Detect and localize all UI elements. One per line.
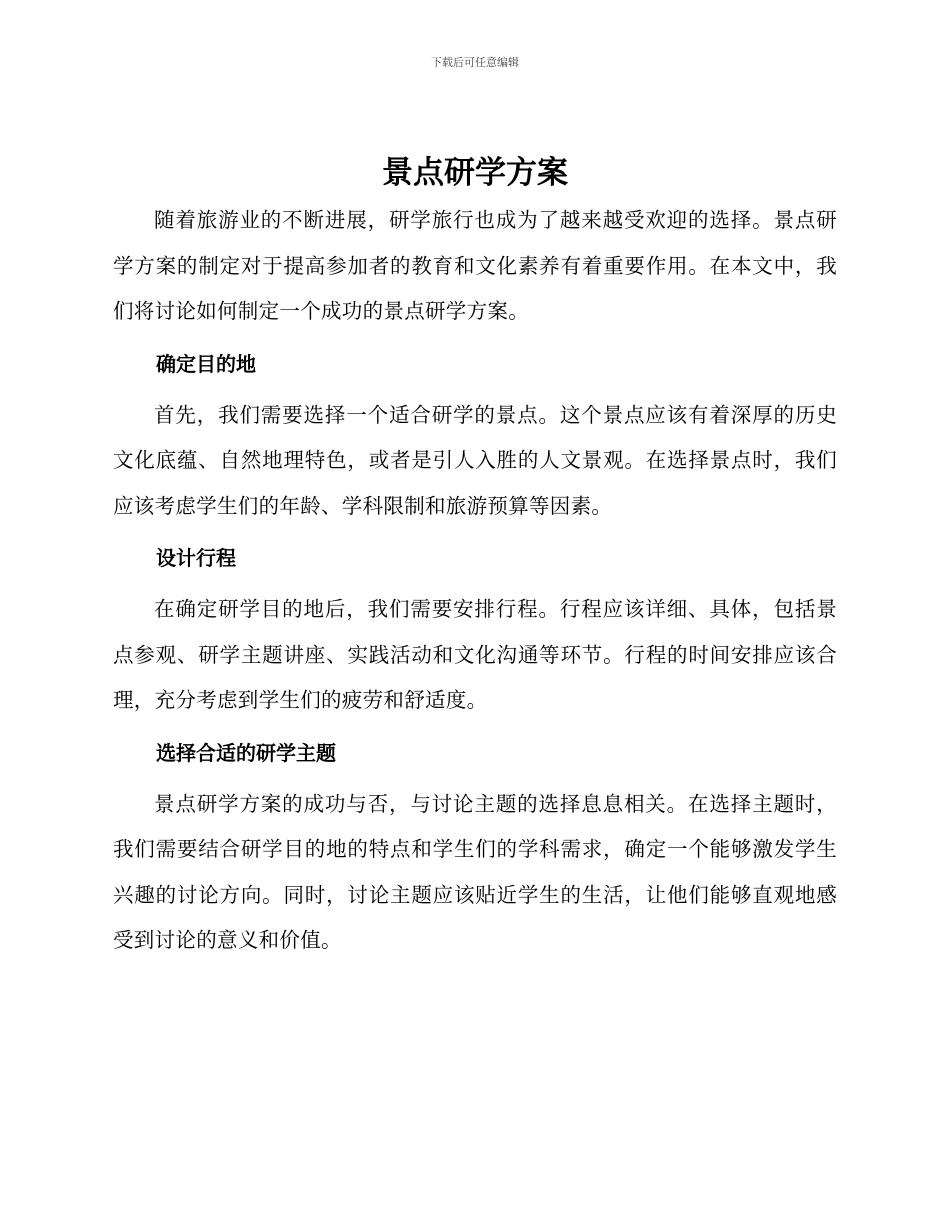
section-heading-destination: 确定目的地	[156, 351, 256, 376]
document-title: 景点研学方案	[382, 155, 568, 191]
section-heading-topic: 选择合适的研学主题	[156, 740, 336, 765]
section-body-topic: 景点研学方案的成功与否，与讨论主题的选择息息相关。在选择主题时，我们需要结合研学目的地的特点和学生们的学科需求，确定一个能够激发学生兴趣的讨论方向。同时，讨论主题应该贴近学生的生活，让他们能够直观地感受到讨论的意义和价值。	[113, 791, 837, 952]
section-body-itinerary: 在确定研学目的地后，我们需要安排行程。行程应该详细、具体，包括景点参观、研学主题讲座、实践活动和文化沟通等环节。行程的时间安排应该合理，充分考虑到学生们的疲劳和舒适度。	[113, 597, 837, 712]
document-body	[113, 150, 837, 964]
intro-paragraph: 随着旅游业的不断进展，研学旅行也成为了越来越受欢迎的选择。景点研学方案的制定对于提高参加者的教育和文化素养有着重要作用。在本文中，我们将讨论如何制定一个成功的景点研学方案。	[113, 208, 837, 323]
section-body-destination: 首先，我们需要选择一个适合研学的景点。这个景点应该有着深厚的历史文化底蕴、自然地理特色，或者是引人入胜的人文景观。在选择景点时，我们应该考虑学生们的年龄、学科限制和旅游预算等因素。	[113, 402, 837, 518]
header-note: 下载后可任意编辑	[431, 56, 519, 69]
section-heading-itinerary: 设计行程	[156, 546, 236, 570]
